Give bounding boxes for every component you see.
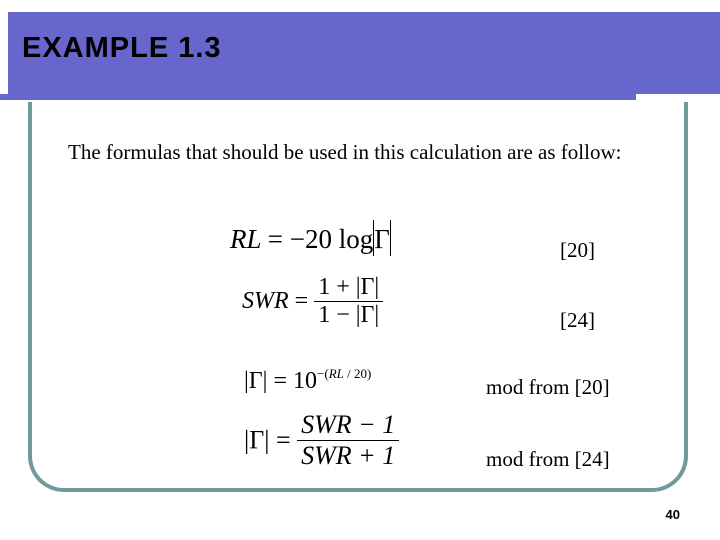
formula-2-numerator: 1 + |Γ| xyxy=(314,274,383,302)
intro-text: The formulas that should be used in this calculation are as follow: xyxy=(68,140,622,164)
formula-3-lhs: |Γ| xyxy=(244,368,268,394)
formula-gamma-from-swr: |Γ| = $\frac{\text{SWR − 1}}{\text{SWR + 1}}$ xyxy=(244,410,399,471)
formula-3-ref: mod from [20] xyxy=(486,375,610,399)
formula-gamma-from-rl: $|\Gamma| = 10^{-(RL / 20)}$ xyxy=(244,366,372,394)
formula-2-denominator: 1 − |Γ| xyxy=(318,302,380,328)
formula-1-lhs: RL xyxy=(230,224,262,254)
page-number: 40 xyxy=(665,507,680,522)
formula-swr: SWR = $\frac{1 + |\Gamma|}{1 - |\Gamma|}$ xyxy=(242,274,383,329)
formula-2-lhs: SWR xyxy=(242,288,289,314)
formula-1-ref: [20] xyxy=(560,238,595,262)
formula-4-lhs: |Γ| xyxy=(244,425,270,455)
formula-4-numerator: SWR − 1 xyxy=(297,410,399,441)
slide-title: EXAMPLE 1.3 xyxy=(22,32,222,64)
formula-4-ref: mod from [24] xyxy=(486,447,610,471)
formula-4-denominator: SWR + 1 xyxy=(301,441,396,470)
formula-2-ref: [24] xyxy=(560,308,595,332)
formula-return-loss: RL = −20 logΓ xyxy=(230,220,391,256)
header-rule xyxy=(0,94,636,100)
